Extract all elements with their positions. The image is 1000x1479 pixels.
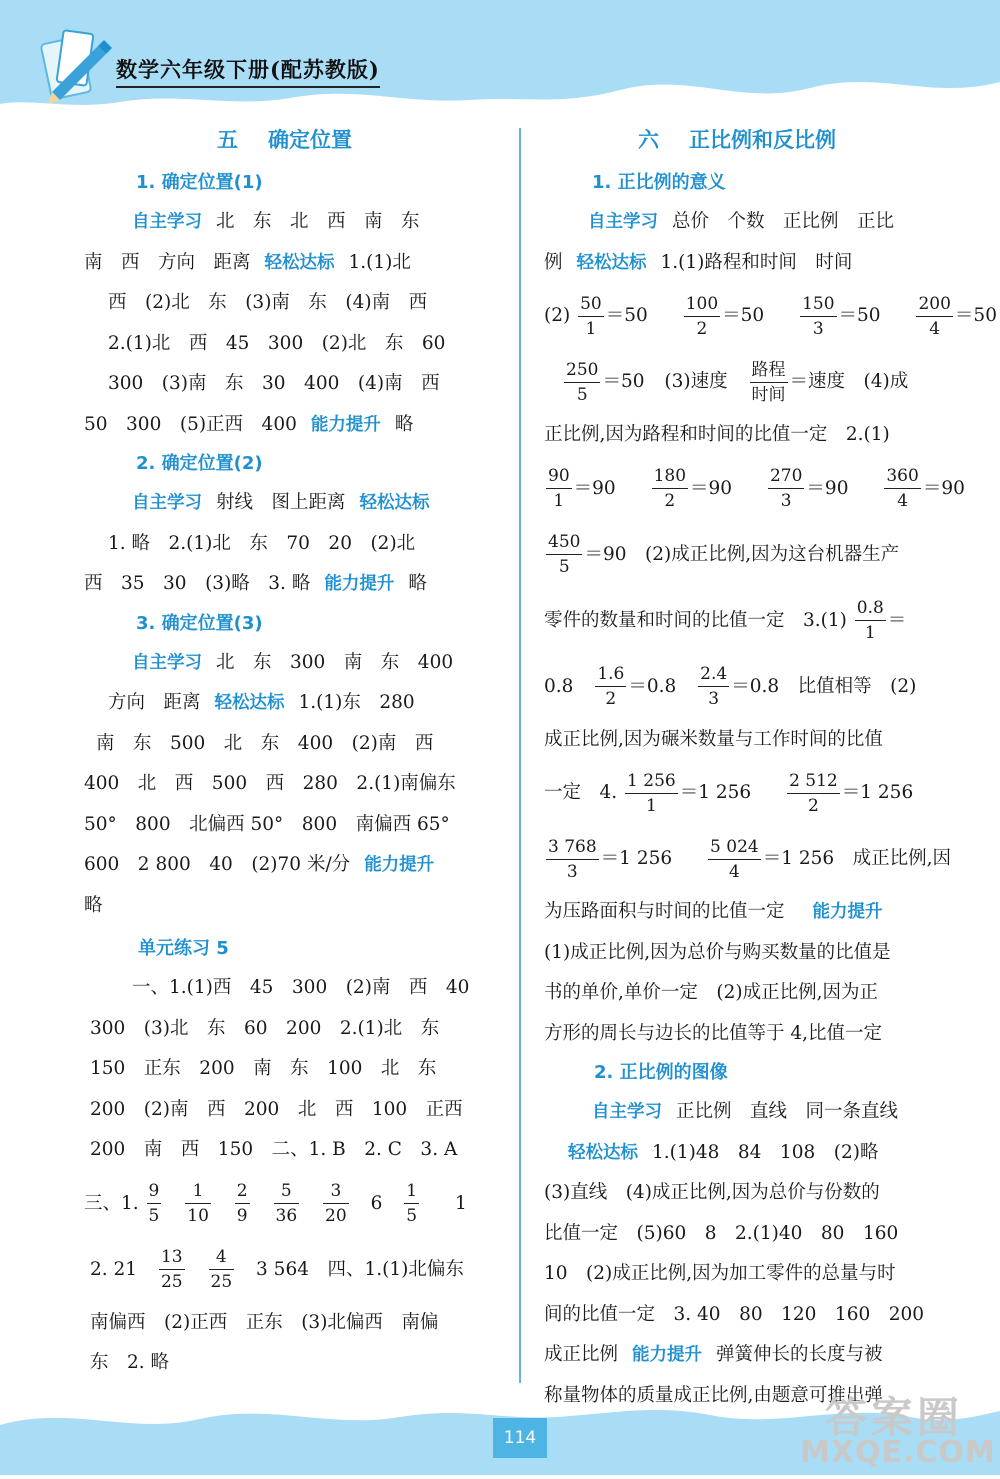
column-divider (519, 128, 521, 1383)
answer-text: 书的单价,单价一定 (2)成正比例,因为正 (544, 982, 878, 1003)
chapter-number: 六 (638, 128, 659, 152)
answer-line (544, 1173, 956, 1214)
fraction-line: $\frac{250}{5}$ ＝50 (3)速度 $\frac{\text{路程}}{\text{时间}}$ ＝速度 (4)成 (566, 359, 909, 405)
section-title: 1. 正比例的意义 (592, 172, 726, 193)
answer-text: 6 (370, 1192, 383, 1214)
fraction: $\frac{2 512}{2}$ (789, 770, 838, 816)
tag-easy-standard: 轻松达标 (576, 252, 647, 273)
answer-line (544, 720, 956, 761)
answer-line (84, 764, 504, 805)
fraction: $\frac{3 768}{3}$ (548, 836, 597, 882)
answer-text: 东 2. 略 (90, 1352, 170, 1373)
answer-text: 三、1. (84, 1192, 139, 1214)
fraction: $\frac{180}{2}$ (653, 466, 687, 511)
page-number: 114 (493, 1418, 547, 1458)
tag-self-study: 自主学习 (132, 212, 202, 232)
answer-text: ＝0.8 比值相等 (2) (731, 675, 917, 697)
answer-text: 西 35 30 (3)略 3. 略 (84, 573, 311, 594)
fraction-line (544, 522, 956, 588)
answer-line (84, 564, 504, 605)
right-column (544, 120, 997, 1416)
answer-line (84, 643, 504, 684)
answer-line (84, 1130, 504, 1171)
answer-line (84, 324, 504, 365)
scroll-pencil-icon (38, 22, 116, 108)
answer-text: (3)速度 (664, 371, 728, 392)
answer-text: 1.(1)北 (348, 251, 411, 273)
answer-text: 0.8 (544, 675, 574, 697)
chapter-title (84, 120, 504, 160)
answer-line (544, 1014, 956, 1055)
answer-text: 成正比例,因为碾米数量与工作时间的比值 (544, 728, 883, 750)
answer-text: ＝速度 (4)成 (789, 371, 909, 392)
fraction: $\frac{9}{5}$ (148, 1181, 160, 1226)
tag-easy-standard: 轻松达标 (568, 1142, 638, 1163)
fraction-line: $\frac{3 768}{3}$ ＝1 256 $\frac{5 024}{4}$ ＝1 256 成正比例,因 (548, 836, 952, 882)
answer-text: 南 西 方向 距离 (84, 251, 251, 273)
fraction: $\frac{100}{2}$ (685, 293, 719, 339)
answer-text: ＝1 256 成正比例,因 (762, 848, 952, 869)
answer-line (84, 968, 504, 1009)
answer-line (544, 1295, 956, 1336)
tag-ability-up: 能力提升 (310, 414, 381, 435)
tag-self-study: 自主学习 (588, 212, 658, 232)
fraction-line: 0.8 $\frac{1.6}{2}$ ＝0.8 $\frac{2.4}{3}$ ＝0.8 比值相等 (2) (544, 664, 917, 709)
answer-line (544, 243, 956, 284)
answer-text: ＝90 (2)成正比例,因为这台机器生产 (584, 543, 900, 565)
answer-text: 正比例 直线 同一条直线 (676, 1101, 899, 1122)
fraction: $\frac{1.6}{2}$ (597, 664, 625, 709)
header-title: 数学六年级下册(配苏教版) (116, 54, 380, 88)
answer-text: 600 2 800 40 (2)70 米/分 (84, 854, 351, 875)
tag-ability-up: 能力提升 (632, 1345, 703, 1365)
answer-line (544, 1335, 956, 1376)
answer-line (544, 1133, 956, 1174)
answer-text: 方形的周长与边长的比值等于 4,比值一定 (544, 1022, 883, 1044)
answer-line (544, 1092, 956, 1133)
answer-line (84, 283, 504, 324)
section-title: 单元练习 5 (138, 938, 229, 959)
answer-text: 400 北 西 500 西 280 2.(1)南偏东 (84, 773, 456, 794)
tag-easy-standard: 轻松达标 (214, 693, 285, 713)
tag-self-study: 自主学习 (132, 493, 202, 513)
answer-text: 1.(1)路程和时间 时间 (660, 251, 853, 273)
answer-text: 150 正东 200 南 东 100 北 东 (90, 1058, 437, 1079)
answer-text: 200 (2)南 西 200 北 西 100 正西 (90, 1098, 463, 1120)
answer-line (544, 973, 956, 1014)
answer-line (544, 202, 956, 243)
fraction-line (84, 1171, 504, 1237)
fraction: $\frac{5 024}{4}$ (710, 836, 759, 882)
fraction: $\frac{4}{25}$ (210, 1247, 233, 1292)
fraction: $\frac{270}{3}$ (769, 466, 803, 511)
answer-line (84, 405, 504, 446)
answer-line (544, 892, 956, 933)
answer-line (84, 724, 504, 765)
answer-line (544, 933, 956, 974)
tag-self-study: 自主学习 (132, 652, 202, 673)
fraction: $\frac{\text{路程}}{\text{时间}}$ (751, 359, 786, 405)
fraction: $\frac{1}{10}$ (187, 1181, 209, 1226)
fraction-line: (2) $\frac{50}{1}$ ＝50 $\frac{100}{2}$ ＝50 $\frac{150}{3}$ ＝50 $\frac{200}{4}$ ＝50 (544, 293, 997, 339)
answer-text: 比值一定 (5)60 8 2.(1)40 80 160 (544, 1222, 899, 1244)
answer-text: 例 (544, 251, 563, 273)
answer-line (84, 483, 504, 524)
fraction: $\frac{450}{5}$ (548, 532, 581, 577)
fraction: $\frac{250}{5}$ (566, 359, 599, 405)
section-title: 1. 确定位置(1) (136, 172, 263, 193)
tag-easy-standard: 轻松达标 (359, 493, 430, 513)
answer-line (84, 886, 504, 927)
answer-text: (3)直线 (4)成正比例,因为总价与份数的 (544, 1182, 880, 1203)
section-title: 3. 确定位置(3) (136, 612, 263, 634)
answer-text: 300 (3)南 东 30 400 (4)南 西 (108, 373, 440, 394)
answer-line (84, 524, 504, 565)
watermark-en: MXQE.COM (800, 1435, 996, 1470)
answer-text: 南 东 500 北 东 400 (2)南 西 (96, 732, 434, 754)
tag-self-study: 自主学习 (592, 1102, 662, 1122)
answer-line (544, 415, 956, 456)
answer-text: 1.(1)48 84 108 (2)略 (652, 1141, 879, 1163)
answer-text: 一、1.(1)西 45 300 (2)南 西 40 (132, 977, 470, 998)
answer-text: 1 (454, 1192, 467, 1214)
tag-easy-standard: 轻松达标 (264, 252, 335, 273)
fraction: $\frac{50}{1}$ (580, 293, 602, 339)
chapter-name: 确定位置 (268, 128, 352, 152)
watermark-logo (800, 1385, 995, 1475)
fraction: $\frac{2}{9}$ (236, 1181, 248, 1226)
answer-text: 3 564 四、1.(1)北偏东 (256, 1258, 464, 1280)
answer-line (544, 1214, 956, 1255)
answer-text: 1.(1)东 280 (298, 692, 415, 713)
answer-text: 为压路面积与时间的比值一定 (544, 901, 785, 922)
section-title: 2. 正比例的图像 (594, 1062, 728, 1083)
fraction: $\frac{1 256}{1}$ (627, 770, 676, 816)
answer-text: 成正比例 (544, 1344, 619, 1365)
answer-line (84, 202, 504, 243)
fraction-line (84, 1237, 504, 1303)
answer-text: 一定 4. (544, 782, 618, 803)
answer-text: 称量物体的质量成正比例,由题意可推出弹 (544, 1384, 883, 1406)
answer-line (84, 364, 504, 405)
answer-text: 零件的数量和时间的比值一定 3.(1) (544, 609, 847, 631)
answer-text: 10 (2)成正比例,因为加工零件的总量与时 (544, 1263, 896, 1284)
fraction: $\frac{90}{1}$ (548, 466, 570, 511)
answer-line (84, 1090, 504, 1131)
chapter-number: 五 (217, 128, 238, 152)
answer-text: 方向 距离 (108, 692, 201, 713)
chapter-title (544, 120, 956, 160)
answer-line (544, 1254, 956, 1295)
answer-text: 1. 略 2.(1)北 东 70 20 (2)北 (108, 532, 416, 554)
answer-line (84, 683, 504, 724)
section-title: 2. 确定位置(2) (136, 453, 263, 474)
tag-ability-up: 能力提升 (812, 902, 883, 922)
fraction: $\frac{150}{3}$ (802, 293, 835, 339)
answer-text: 300 (3)北 东 60 200 2.(1)北 东 (90, 1017, 440, 1039)
answer-text: 弹簧伸长的长度与被 (716, 1344, 883, 1365)
answer-text: (1)成正比例,因为总价与购买数量的比值是 (544, 941, 891, 963)
left-column (84, 120, 504, 1384)
fraction: $\frac{1}{5}$ (406, 1181, 418, 1226)
answer-text: 射线 图上距离 (216, 492, 346, 513)
answer-text: 略 (394, 413, 414, 435)
fraction-line: $\frac{90}{1}$ ＝90 $\frac{180}{2}$ ＝90 $\frac{270}{3}$ ＝90 $\frac{360}{4}$ ＝90 (548, 466, 965, 511)
fraction: $\frac{3}{20}$ (325, 1181, 347, 1226)
fraction-line: 零件的数量和时间的比值一定 3.(1) $\frac{0.8}{1}$ ＝ (544, 598, 907, 643)
answer-text: 西 (2)北 东 (3)南 东 (4)南 西 (108, 292, 428, 313)
tag-ability-up: 能力提升 (364, 855, 435, 875)
answer-text: 2. 21 (90, 1258, 138, 1280)
answer-text: 50° 800 北偏西 50° 800 南偏西 65° (84, 813, 450, 835)
fraction: $\frac{5}{36}$ (275, 1181, 298, 1226)
answer-text: 2.(1)北 西 45 300 (2)北 东 60 (108, 332, 446, 354)
answer-line (84, 805, 504, 846)
answer-text: 200 南 西 150 二、1. B 2. C 3. A (90, 1139, 458, 1160)
answer-text: 北 东 300 南 东 400 (216, 651, 454, 673)
answer-text: 北 东 北 西 南 东 (216, 211, 420, 232)
answer-line (84, 1303, 504, 1344)
answer-line (84, 845, 504, 886)
answer-text: 正比例,因为路程和时间的比值一定 2.(1) (544, 424, 890, 445)
answer-line (84, 1009, 504, 1050)
fraction: $\frac{200}{4}$ (918, 293, 951, 339)
answer-text: (2) (544, 305, 571, 326)
fraction-line: 一定 4. $\frac{1 256}{1}$ ＝1 256 $\frac{2 512}{2}$ ＝1 256 (544, 770, 914, 816)
answer-line (84, 243, 504, 284)
fraction: $\frac{0.8}{1}$ (856, 598, 884, 643)
answer-text: 略 (408, 573, 427, 594)
answer-text: 南偏西 (2)正西 正东 (3)北偏西 南偏 (90, 1311, 439, 1333)
fraction: $\frac{2.4}{3}$ (700, 664, 728, 709)
answer-text: 总价 个数 正比例 正比 (672, 211, 895, 232)
watermark-cn: 答案圈 (825, 1393, 964, 1442)
answer-text: 略 (84, 894, 103, 916)
fraction: $\frac{360}{4}$ (886, 466, 919, 511)
answer-text: 间的比值一定 3. 40 80 120 160 200 (544, 1303, 925, 1325)
answer-line (84, 1343, 504, 1384)
tag-ability-up: 能力提升 (324, 574, 395, 594)
fraction: $\frac{13}{25}$ (160, 1247, 183, 1292)
answer-text: 50 300 (5)正西 400 (84, 413, 297, 435)
answer-line (84, 1049, 504, 1090)
chapter-name: 正比例和反比例 (689, 128, 836, 152)
